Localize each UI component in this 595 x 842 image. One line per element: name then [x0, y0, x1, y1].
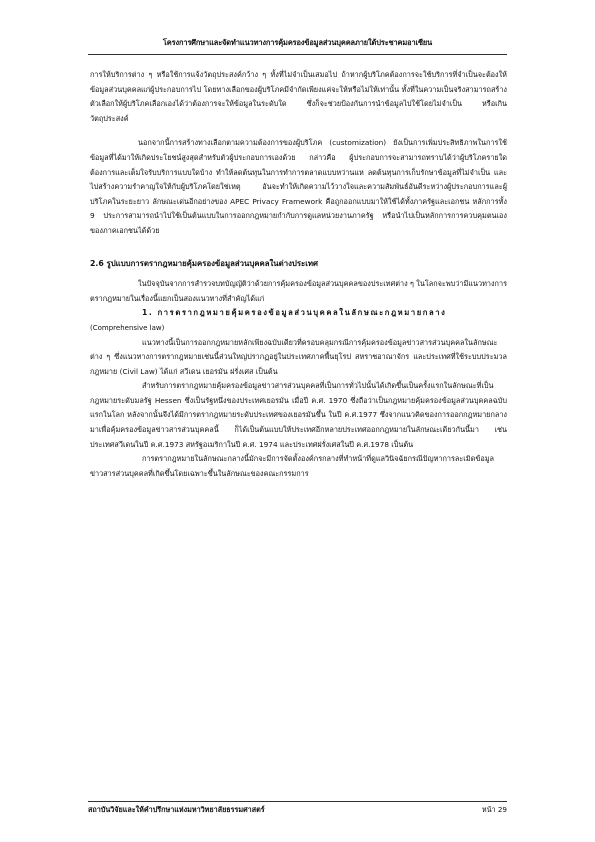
header-title: โครงการศึกษาและจัดทำแนวทางการคุ้มครองข้อมูลส่วนบุคคลภายใต้ประชาคมอาเซียน	[162, 38, 433, 47]
page-header	[88, 36, 507, 55]
paragraph: การให้บริการต่าง ๆ หรือใช้การแจ้งวัตถุประสงค์กว้าง ๆ ทั้งที่ไม่จำเป็นเสมอไป ถ้าหากผู้บริโภคต้องการจะใช้บริการที่จำเป็นจะต้องให้ข้อมูลส่วนบุคคลแก่ผู้ประกอบการไป โดยทางเลือกของผู้บริโภคมีจำกัดเพียงแค่จะให้หรือไม่ให้เท่านั้น ทั้งที่ในความเป็นจริงสามารถสร้างตัวเลือกให้ผู้บริโภคเลือกเองได้ว่าต้องการจะให้ข้อมูลในระดับใด ซึ่งก็จะช่วยป้องกันการนำข้อมูลไปใช้โดยไม่จำเป็น หรือเกินวัตถุประสงค์	[90, 70, 507, 123]
paragraph: นอกจากนี้การสร้างทางเลือกตามความต้องการของผู้บริโภค (customization) ยังเป็นการเพิ่มประสิทธิภาพในการใช้ข้อมูลที่ได้มาให้เกิดประโยชน์สูงสุดสำหรับตัวผู้ประกอบการเองด้วย กล่าวคือ ผู้ประกอบการจะสามารถทราบได้ว่าผู้บริโภครายใดต้องการและเต็มใจรับบริการแบบใดบ้าง ทำให้ลดต้นทุนในการทำการตลาดแบบหว่านแห ลดต้นทุนการเก็บรักษาข้อมูลที่ไม่จำเป็น และไปสร้างความรำคาญใจให้กับผู้บริโภคโดยใช่เหตุ อันจะทำให้เกิดความไว้วางใจและความสัมพันธ์อันดีระหว่างผู้ประกอบการและผู้บริโภคในระยะยาว ลักษณะเด่นอีกอย่างของ APEC Privacy Framework คือถูกออกแบบมาให้ใช้ได้ทั้งภาครัฐและเอกชน หลักการทั้ง 9 ประการสามารถนำไปใช้เป็นต้นแบบในการออกกฎหมายกำกับการดูแลหน่วยงานภาครัฐ หรือนำไปเป็นหลักการการควบคุมตนเองของภาคเอกชนได้ด้วย	[90, 138, 507, 235]
paragraph: ในปัจจุบันจากการสำรวจบทบัญญัติว่าด้วยการคุ้มครองข้อมูลส่วนบุคคลของประเทศต่าง ๆ ในโลกจะพบว่ามีแนวทางการตรากฎหมายในเรื่องนี้แยกเป็นสองแนวทางที่สำคัญได้แก่	[90, 279, 507, 303]
page-footer	[88, 801, 507, 816]
paragraph: สำหรับการตรากฎหมายคุ้มครองข้อมูลข่าวสารส่วนบุคคลที่เป็นการทั่วไปนั้นได้เกิดขึ้นเป็นครั้งแรกในลักษณะที่เป็นกฎหมายระดับมลรัฐ Hessen ซึ่งเป็นรัฐหนึ่งของประเทศเยอรมัน เมื่อปี ค.ศ. 1970 ซึ่งถือว่าเป็นกฎหมายคุ้มครองข้อมูลส่วนบุคคลฉบับแรกในโลก หลังจากนั้นจึงได้มีการตรากฎหมายระดับประเทศของเยอรมันขึ้น ในปี ค.ศ.1977 ซึ่งจากแนวคิดของการออกกฎหมายกลางมาเพื่อคุ้มครองข้อมูลข่าวสารส่วนบุคคลนี้ ก็ได้เป็นต้นแบบให้ประเทศอีกหลายประเทศออกกฎหมายในลักษณะเดียวกันนี้มา เช่น ประเทศสวีเดนในปี ค.ศ.1973 สหรัฐอเมริกาในปี ค.ศ. 1974 และประเทศฝรั่งเศสในปี ค.ศ.1978 เป็นต้น	[90, 381, 507, 449]
paragraph: แนวทางนี้เป็นการออกกฎหมายหลักเพียงฉบับเดียวที่ครอบคลุมกรณีการคุ้มครองข้อมูลข่าวสารส่วนบุคคลในลักษณะต่าง ๆ ซึ่งแนวทางการตรากฎหมายเช่นนี้ส่วนใหญ่ปรากฏอยู่ในประเทศภาคพื้นยุโรป สหราชอาณาจักร และประเทศที่ใช้ระบบประมวลกฎหมาย (Civil Law) ได้แก่ สวีเดน เยอรมัน ฝรั่งเศส เป็นต้น	[90, 337, 507, 376]
subsection-heading-english: (Comprehensive law)	[90, 323, 165, 332]
paragraph: การตรากฎหมายในลักษณะกลางนี้มักจะมีการจัดตั้งองค์กรกลางที่ทำหน้าที่ดูแลวินิจฉัยกรณีปัญหาการละเมิดข้อมูลข่าวสารส่วนบุคคลที่เกิดขึ้นโดยเฉพาะขึ้นในลักษณะของคณะกรรมการ	[90, 454, 494, 478]
page-number: หน้า 29	[481, 805, 507, 814]
section-heading: 2.6 รูปแบบการตรากฎหมายคุ้มครองข้อมูลส่วนบุคคลในต่างประเทศ	[90, 258, 318, 268]
footer-institution: สถาบันวิจัยและให้คำปรึกษาแห่งมหาวิทยาลัยธรรมศาสตร์	[88, 805, 265, 814]
document-body	[90, 68, 507, 481]
subsection-heading: 1. การตรากฎหมายคุ้มครองข้อมูลส่วนบุคคลในลักษณะกฎหมายกลาง	[142, 308, 447, 318]
